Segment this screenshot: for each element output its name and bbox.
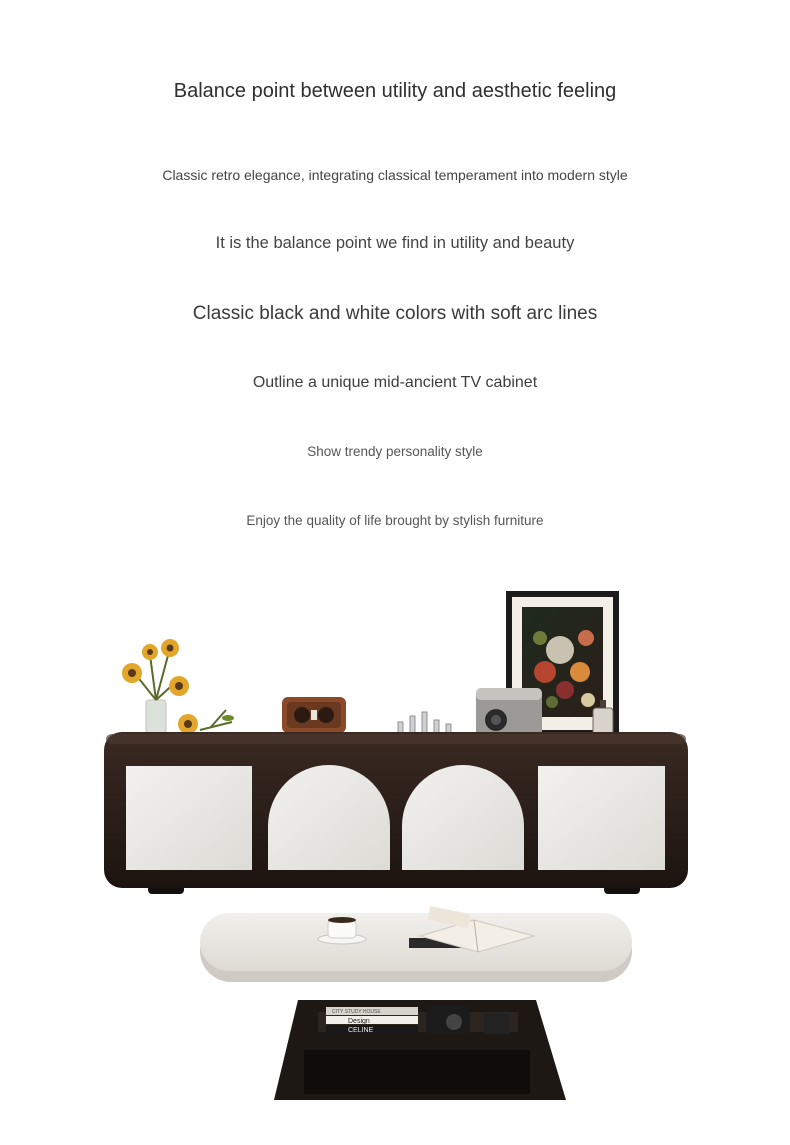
tagline-black-white: Classic black and white colors with soft arc lines — [192, 303, 598, 324]
sunflower-vase — [122, 639, 234, 738]
tagline-quality-life: Enjoy the quality of life brought by stylish furniture — [246, 513, 544, 528]
coffee-table-base — [274, 1000, 566, 1100]
book-spine-2: Design — [348, 1018, 370, 1025]
headline: Balance point between utility and aesthetic feeling — [173, 80, 617, 102]
book-spine-1: CITY STUDY HOUSE — [332, 1009, 381, 1015]
tagline-tv-cabinet: Outline a unique mid-ancient TV cabinet — [252, 374, 538, 391]
tagline-retro-elegance: Classic retro elegance, integrating classical temperament into modern style — [162, 167, 628, 183]
tagline-trendy: Show trendy personality style — [307, 444, 483, 459]
tv-cabinet — [104, 732, 688, 894]
tagline-balance-point: It is the balance point we find in utility and beauty — [215, 234, 575, 252]
book-spine-3: CELINE — [348, 1027, 374, 1034]
product-photo — [0, 560, 790, 1145]
